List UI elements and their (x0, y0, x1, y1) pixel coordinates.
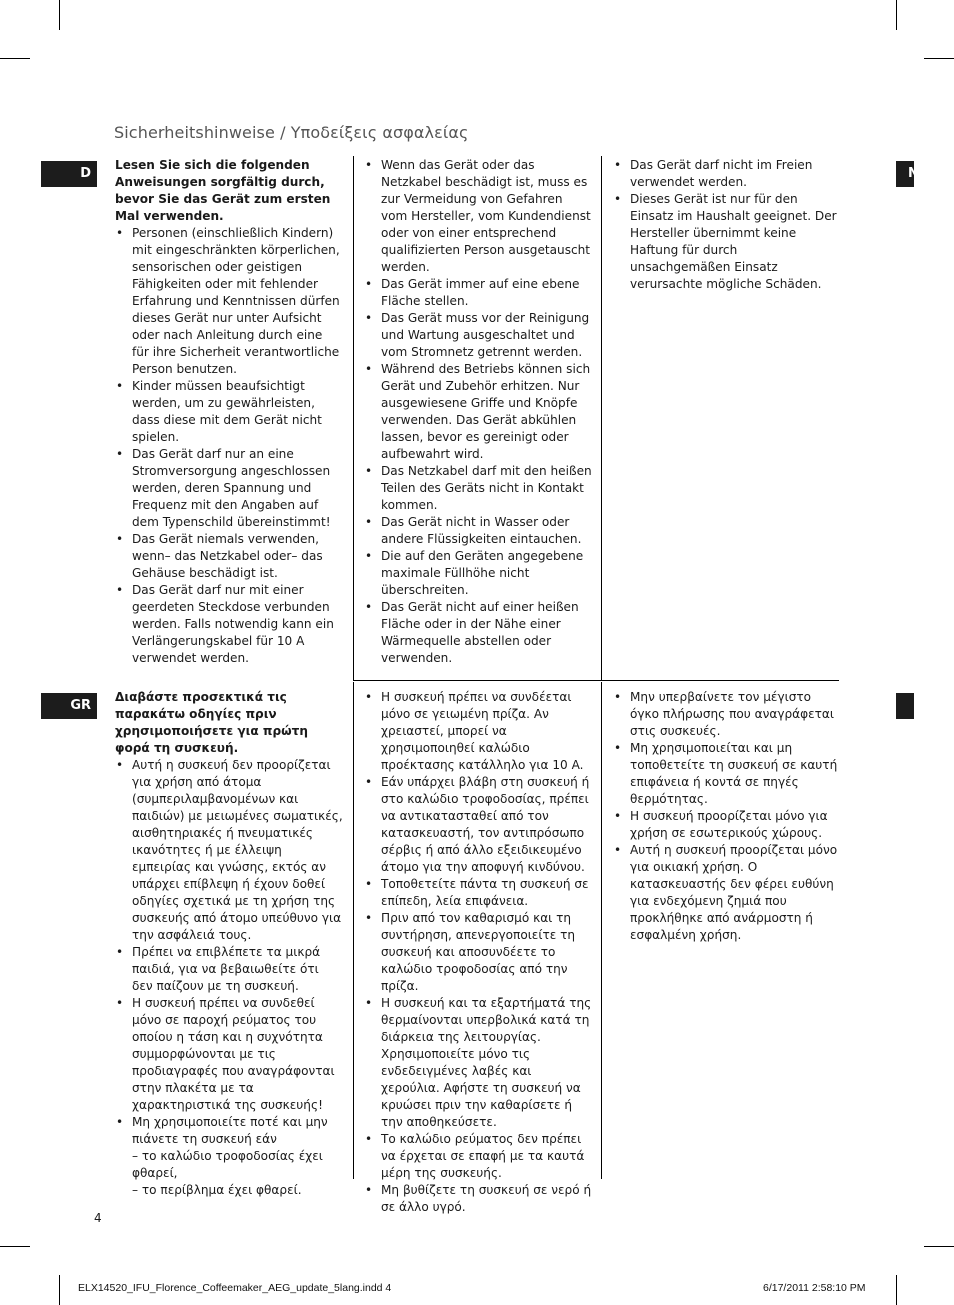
crop-mark (924, 58, 954, 59)
crop-mark (896, 1275, 897, 1305)
list-item: • Kinder müssen beaufsichtigt werden, um zu gewährleisten, dass diese mit dem Gerät nicht spielen. (115, 378, 343, 446)
list-item: • Das Gerät immer auf eine ebene Fläche stellen. (364, 276, 592, 310)
greek-column-3 (613, 689, 841, 944)
list-item: • Das Gerät darf nur an eine Stromversorgung angeschlossen werden, deren Spannung und Frequenz mit den Angaben auf dem Typenschild übereinstimmt! (115, 446, 343, 531)
list-item: • Αυτή η συσκευή προορίζεται μόνο για οικιακή χρήση. Ο κατασκευαστής δεν φέρει ευθύνη για ενδεχόμενη ζημιά που προκλήθηκε από ανάρμοστη ή εσφαλμένη χρήση. (613, 842, 841, 944)
german-intro: Lesen Sie sich die folgenden Anweisungen sorgfältig durch, bevor Sie das Gerät zum ersten Mal verwenden. (115, 158, 331, 223)
list-item: • Τοποθετείτε πάντα τη συσκευή σε επίπεδη, λεία επιφάνεια. (364, 876, 592, 910)
crop-mark (0, 1246, 30, 1247)
list-item: • Το καλώδιο ρεύματος δεν πρέπει να έρχεται σε επαφή με τα καυτά μέρη της συσκευής. (364, 1131, 592, 1182)
list-item: • Das Gerät muss vor der Reinigung und Wartung ausgeschaltet und vom Stromnetz getrennt werden. (364, 310, 592, 361)
language-tab-de: D (41, 161, 97, 187)
section-divider (353, 680, 839, 681)
crop-mark (59, 0, 60, 30)
language-tab-next-gr (896, 693, 914, 719)
list-item: • Das Gerät niemals verwenden, wenn– das Netzkabel oder– das Gehäuse beschädigt ist. (115, 531, 343, 582)
list-item: • Μη βυθίζετε τη συσκευή σε νερό ή σε άλλο υγρό. (364, 1182, 592, 1216)
list-item: • Η συσκευή πρέπει να συνδεθεί μόνο σε παροχή ρεύματος του οποίου η τάση και η συχνότητα συμμορφώνονται με τις προδιαγραφές που αναγράφονται στην πλακέτα με τα χαρακτηριστικά της συσκευής! (115, 995, 343, 1114)
page-title: Sicherheitshinweise / Υποδείξεις ασφαλείας (114, 123, 469, 142)
german-column-1 (115, 157, 343, 667)
column-divider (353, 156, 354, 680)
column-divider (601, 156, 602, 680)
list-item: • Das Gerät nicht in Wasser oder andere Flüssigkeiten eintauchen. (364, 514, 592, 548)
list-item: • Während des Betriebs können sich Gerät und Zubehör erhitzen. Nur ausgewiesene Griffe und Knöpfe verwenden. Das Gerät abkühlen lassen, bevor es gereinigt oder aufbewahrt wird. (364, 361, 592, 463)
language-tab-gr: GR (41, 693, 97, 719)
crop-mark (924, 1246, 954, 1247)
list-item: • Das Gerät nicht auf einer heißen Fläche oder in der Nähe einer Wärmequelle abstellen oder verwenden. (364, 599, 592, 667)
sub-item: – το περίβλημα έχει φθαρεί. (132, 1183, 302, 1197)
greek-column-2 (364, 689, 592, 1216)
list-item: • Das Gerät darf nicht im Freien verwendet werden. (613, 157, 841, 191)
footer-filename: ELX14520_IFU_Florence_Coffeemaker_AEG_update_5lang.indd 4 (78, 1282, 392, 1294)
crop-mark (59, 1275, 60, 1305)
page-number: 4 (94, 1211, 102, 1225)
language-tab-next: N (896, 161, 914, 187)
list-item: • Dieses Gerät ist nur für den Einsatz im Haushalt geeignet. Der Hersteller übernimmt keine Haftung für durch unsachgemäßen Einsatz verursachte mögliche Schäden. (613, 191, 841, 293)
list-item: • Η συσκευή πρέπει να συνδέεται μόνο σε γειωμένη πρίζα. Αν χρειαστεί, μπορεί να χρησιμοποιηθεί καλώδιο προέκτασης κατάλληλο για 10 A. (364, 689, 592, 774)
column-divider (353, 682, 354, 1179)
column-divider (601, 682, 602, 1179)
footer-date: 6/17/2011 2:58:10 PM (763, 1282, 866, 1294)
list-item: • Εάν υπάρχει βλάβη στη συσκευή ή στο καλώδιο τροφοδοσίας, πρέπει να αντικατασταθεί από τον κατασκευαστή, τον αντιπρόσωπο σέρβις ή από άλλο εξειδικευμένο άτομο για την αποφυγή κινδύνου. (364, 774, 592, 876)
list-item: • Μην υπερβαίνετε τον μέγιστο όγκο πλήρωσης που αναγράφεται στις συσκευές. (613, 689, 841, 740)
list-item: • Wenn das Gerät oder das Netzkabel beschädigt ist, muss es zur Vermeidung von Gefahren vom Hersteller, vom Kundendienst oder von einer entsprechend qualifizierten Person ausgetauscht werden. (364, 157, 592, 276)
list-item: • Πρέπει να επιβλέπετε τα μικρά παιδιά, για να βεβαιωθείτε ότι δεν παίζουν με τη συσκευή. (115, 944, 343, 995)
list-item: • Αυτή η συσκευή δεν προορίζεται για χρήση από άτομα (συμπεριλαμβανομένων και παιδιών) με μειωμένες σωματικές, αισθητηριακές ή πνευματικές ικανότητες ή με έλλειψη εμπειρίας και γνώσης, εκτός αν υπάρχει επίβλεψη ή έχουν δοθεί οδηγίες σχετικά με τη χρήση της συσκευής από άτομο υπεύθυνο για την ασφάλειά τους. (115, 757, 343, 944)
list-item: • Η συσκευή και τα εξαρτήματά της θερμαίνονται υπερβολικά κατά τη διάρκεια της λειτουργίας. Χρησιμοποιείτε μόνο τις ενδεδειγμένες λαβές και χερούλια. Αφήστε τη συσκευή να κρυώσει πριν την καθαρίσετε ή την αποθηκεύσετε. (364, 995, 592, 1131)
crop-mark (0, 58, 30, 59)
list-item: • Das Gerät darf nur mit einer geerdeten Steckdose verbunden werden. Falls notwendig kann ein Verlängerungskabel für 10 A verwendet werden. (115, 582, 343, 667)
list-item: • Das Netzkabel darf mit den heißen Teilen des Geräts nicht in Kontakt kommen. (364, 463, 592, 514)
list-item: • Η συσκευή προορίζεται μόνο για χρήση σε εσωτερικούς χώρους. (613, 808, 841, 842)
list-item: • Πριν από τον καθαρισμό και τη συντήρηση, απενεργοποιείτε τη συσκευή και αποσυνδέετε το καλώδιο τροφοδοσίας από την πρίζα. (364, 910, 592, 995)
german-column-3 (613, 157, 841, 293)
greek-intro: Διαβάστε προσεκτικά τις παρακάτω οδηγίες πριν χρησιμοποιήσετε για πρώτη φορά τη συσκευή. (115, 690, 308, 755)
list-item: • Μη χρησιμοποιείτε ποτέ και μην πιάνετε τη συσκευή εάν (115, 1114, 343, 1148)
list-item: • Die auf den Geräten angegebene maximale Füllhöhe nicht überschreiten. (364, 548, 592, 599)
german-column-2 (364, 157, 592, 667)
list-item: • Μη χρησιμοποιείται και μη τοποθετείτε τη συσκευή σε καυτή επιφάνεια ή κοντά σε πηγές θερμότητας. (613, 740, 841, 808)
greek-column-1 (115, 689, 343, 1199)
sub-item: – το καλώδιο τροφοδοσίας έχει φθαρεί, (132, 1149, 323, 1180)
list-item: • Personen (einschließlich Kindern) mit eingeschränkten körperlichen, sensorischen oder geistigen Fähigkeiten oder mit fehlender Erfahrung und Kenntnissen dürfen dieses Gerät nur unter Aufsicht oder nach Anleitung durch eine für ihre Sicherheit verantwortliche Person benutzen. (115, 225, 343, 378)
crop-mark (896, 0, 897, 30)
